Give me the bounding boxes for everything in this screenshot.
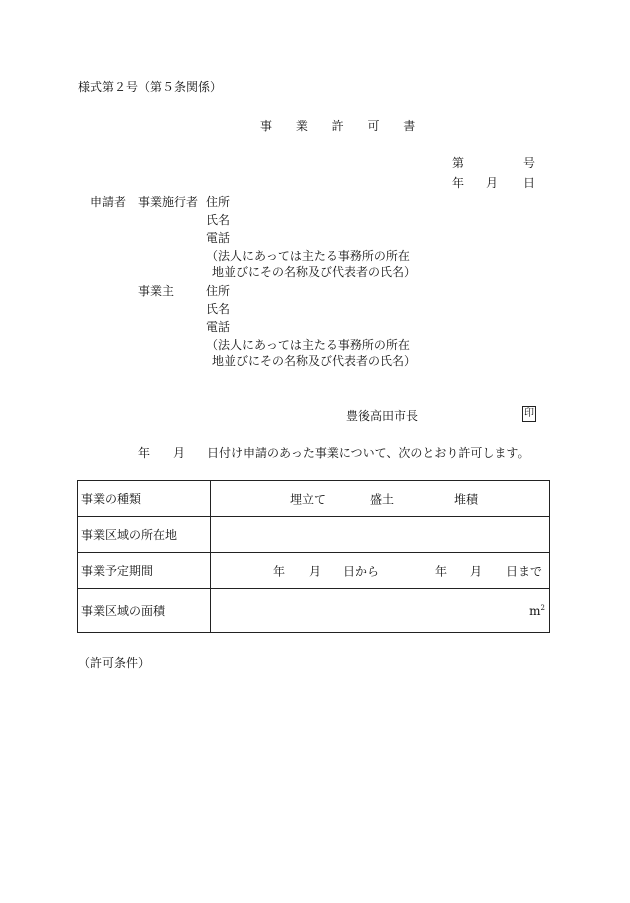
contractor-label: 事業施行者 xyxy=(138,195,199,209)
period-from: 日から xyxy=(343,564,380,578)
owner-note-1: （法人にあっては主たる事務所の所在 xyxy=(206,338,410,352)
statement-text: 日付け申請のあった事業について、次のとおり許可します。 xyxy=(207,446,530,460)
contractor-note-1: （法人にあっては主たる事務所の所在 xyxy=(206,249,410,263)
period-year-1: 年 xyxy=(273,564,286,578)
owner-label: 事業主 xyxy=(138,284,175,298)
date-month: 月 xyxy=(486,176,499,190)
contractor-name: 氏名 xyxy=(206,213,231,227)
owner-address: 住所 xyxy=(206,284,231,298)
area-unit-base: m xyxy=(529,603,541,618)
contractor-note-2: 地並びにその名称及び代表者の氏名） xyxy=(212,265,417,279)
type-label: 事業の種類 xyxy=(78,481,211,517)
applicant-label: 申請者 xyxy=(90,195,127,209)
period-month-2: 月 xyxy=(470,564,483,578)
document-title: 事 業 許 可 書 xyxy=(260,119,426,133)
owner-phone: 電話 xyxy=(206,320,231,334)
owner-note-2: 地並びにその名称及び代表者の氏名） xyxy=(212,354,417,368)
area-label: 事業区域の面積 xyxy=(78,589,211,633)
type-deposit: 堆積 xyxy=(454,492,479,506)
table-row xyxy=(78,553,550,589)
form-number: 様式第２号（第５条関係） xyxy=(78,80,223,94)
contractor-address: 住所 xyxy=(206,195,231,209)
statement-month: 月 xyxy=(173,446,186,460)
conditions-label: （許可条件） xyxy=(78,656,151,670)
permit-table xyxy=(77,480,550,633)
period-label: 事業予定期間 xyxy=(78,553,211,589)
type-landfill: 埋立て xyxy=(290,492,327,506)
table-row xyxy=(78,517,550,553)
area-unit xyxy=(529,604,545,618)
table-row xyxy=(78,589,550,633)
period-to: 日まで xyxy=(506,564,543,578)
area-unit-superscript: 2 xyxy=(540,603,545,612)
location-cell xyxy=(211,517,550,553)
date-day: 日 xyxy=(523,176,536,190)
doc-number-suffix: 号 xyxy=(523,156,536,170)
seal-box: 印 xyxy=(522,406,536,422)
owner-name: 氏名 xyxy=(206,302,231,316)
contractor-phone: 電話 xyxy=(206,231,231,245)
period-cell xyxy=(211,553,550,589)
doc-number-prefix: 第 xyxy=(452,156,465,170)
date-year: 年 xyxy=(452,176,465,190)
statement-year: 年 xyxy=(138,446,151,460)
type-cell xyxy=(211,481,550,517)
issuer: 豊後高田市長 xyxy=(346,409,419,423)
period-year-2: 年 xyxy=(435,564,448,578)
area-cell xyxy=(211,589,550,633)
type-embankment: 盛土 xyxy=(370,492,395,506)
location-label: 事業区域の所在地 xyxy=(78,517,211,553)
table-row xyxy=(78,481,550,517)
period-month-1: 月 xyxy=(309,564,322,578)
